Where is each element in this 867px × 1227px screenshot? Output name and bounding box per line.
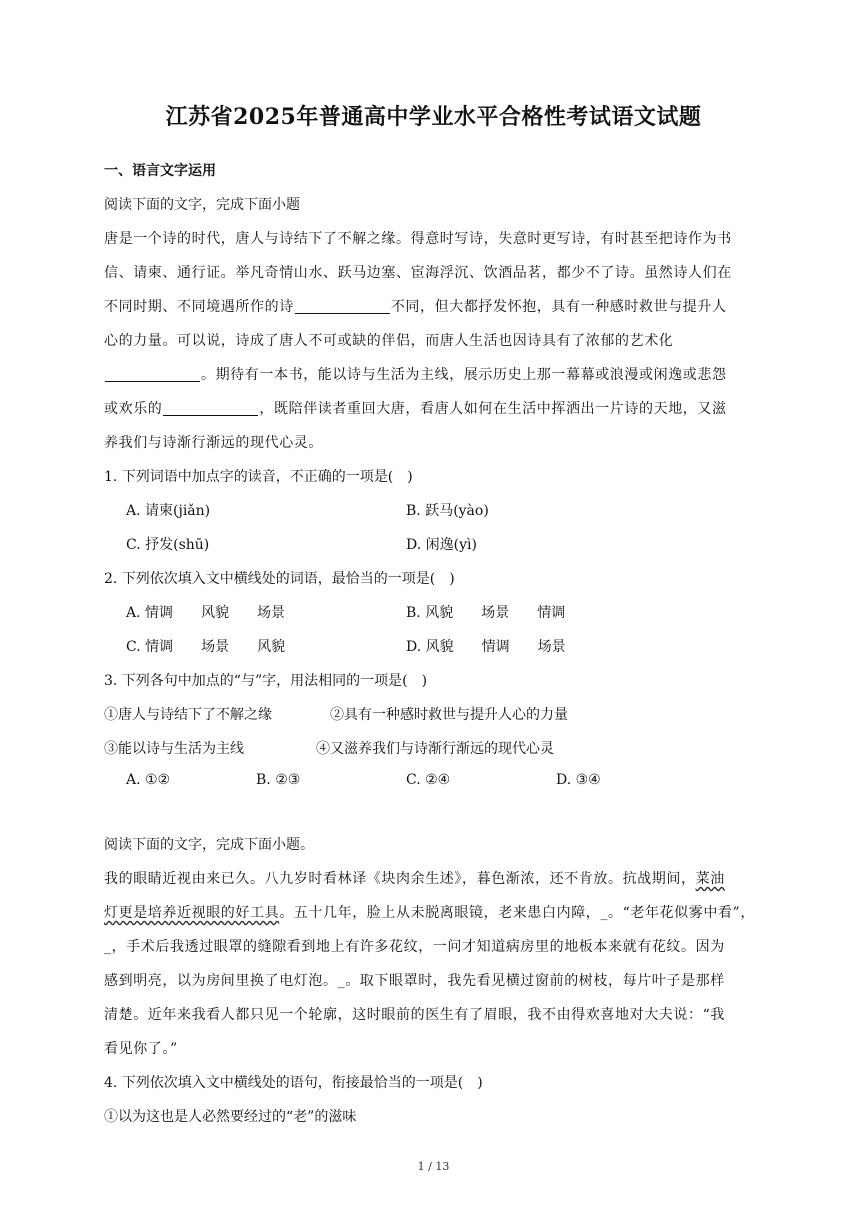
passage-text: 不同，但大都抒发怀抱，具有一种感时救世与提升人 xyxy=(390,299,727,315)
page-number: 1 / 13 xyxy=(417,1160,450,1173)
passage-line: _，手术后我透过眼罩的缝隙看到地上有许多花纹，一问才知道病房里的地板本来就有花纹。因为 xyxy=(104,939,725,955)
sentence-4: ④又滋养我们与诗渐行渐远的现代心灵 xyxy=(316,741,554,757)
passage-text: 不同时期、不同境遇所作的诗 xyxy=(104,299,294,315)
passage-text: 。五十几年，脸上从未脱离眼镜，老来患白内障，_。“老年花似雾中看”， xyxy=(279,905,755,921)
passage-line: 养我们与诗渐行渐远的现代心灵。 xyxy=(104,435,323,451)
wavy-underlined-text: 菜油 xyxy=(695,871,725,887)
option-a: A. 请柬(jiǎn) xyxy=(126,503,211,519)
option-d: D. 闲逸(yì) xyxy=(406,537,477,553)
option-a: A. ①② xyxy=(126,772,171,788)
question-stem: 3. 下列各句中加点的“与”字，用法相同的一项是( ) xyxy=(104,673,428,689)
fill-blank xyxy=(163,401,258,416)
passage-line: 信、请柬、通行证。举凡奇情山水、跃马边塞、宦海浮沉、饮酒品茗，都少不了诗。虽然诗人们在 xyxy=(104,265,732,281)
passage-line: 心的力量。可以说，诗成了唐人不可或缺的伴侣，而唐人生活也因诗具有了浓郁的艺术化 xyxy=(104,333,674,349)
option-b: B. ②③ xyxy=(256,772,301,788)
passage-text: 我的眼睛近视由来已久。八九岁时看林译《块肉余生述》，暮色渐浓，还不肯放。抗战期间， xyxy=(104,871,696,887)
fill-blank xyxy=(295,299,390,314)
passage-line xyxy=(104,902,755,922)
page-title: 江苏省2025年普通高中学业水平合格性考试语文试题 xyxy=(165,104,702,130)
wavy-underlined-text: 灯更是培养近视眼的好工具 xyxy=(104,905,280,921)
sentence-1: ①唐人与诗结下了不解之缘 xyxy=(104,707,272,723)
sentence-2: ②具有一种感时救世与提升人心的力量 xyxy=(330,707,568,723)
passage-text: 或欢乐的 xyxy=(104,401,163,417)
sentence-3: ③能以诗与生活为主线 xyxy=(104,741,244,757)
fill-blank xyxy=(105,367,200,382)
passage-line xyxy=(104,398,727,418)
passage-line xyxy=(104,364,727,384)
option-b: B. 跃马(yào) xyxy=(406,503,489,519)
passage-line: 唐是一个诗的时代，唐人与诗结下了不解之缘。得意时写诗，失意时更写诗，有时甚至把诗作为书 xyxy=(104,231,732,247)
question-stem: 1. 下列词语中加点字的读音，不正确的一项是( ) xyxy=(104,469,413,485)
option-c: C. 抒发(shū) xyxy=(126,537,210,553)
passage-line xyxy=(104,868,725,888)
option-c: C. ②④ xyxy=(406,772,451,788)
sentence-1: ①以为这也是人必然要经过的“老”的滋味 xyxy=(104,1109,357,1125)
passage-line xyxy=(104,296,727,316)
option-d: D. ③④ xyxy=(556,772,601,788)
passage-text: ，既陪伴读者重回大唐，看唐人如何在生活中挥洒出一片诗的天地，又滋 xyxy=(259,401,727,417)
reading-instruction: 阅读下面的文字，完成下面小题 xyxy=(104,197,300,213)
question-stem: 4. 下列依次填入文中横线处的语句，衔接最恰当的一项是( ) xyxy=(104,1075,483,1091)
option-c: C. 情调 场景 风貌 xyxy=(126,639,286,655)
section-heading: 一、语言文字运用 xyxy=(104,163,216,179)
reading-instruction: 阅读下面的文字，完成下面小题。 xyxy=(104,837,314,853)
passage-line: 清楚。近年来我看人都只见一个轮廓，这时眼前的医生有了眉眼，我不由得欢喜地对大夫说：“我 xyxy=(104,1007,725,1023)
option-b: B. 风貌 场景 情调 xyxy=(406,605,566,621)
option-d: D. 风貌 情调 场景 xyxy=(406,639,566,655)
passage-line: 看见你了。” xyxy=(104,1041,178,1057)
option-a: A. 情调 风貌 场景 xyxy=(126,605,286,621)
question-stem: 2. 下列依次填入文中横线处的词语，最恰当的一项是( ) xyxy=(104,571,455,587)
passage-line: 感到明亮，以为房间里换了电灯泡。_。取下眼罩时，我先看见横过窗前的树枝，每片叶子是那样 xyxy=(104,973,725,989)
passage-text: 。期待有一本书，能以诗与生活为主线，展示历史上那一幕幕或浪漫或闲逸或悲怨 xyxy=(201,367,727,383)
